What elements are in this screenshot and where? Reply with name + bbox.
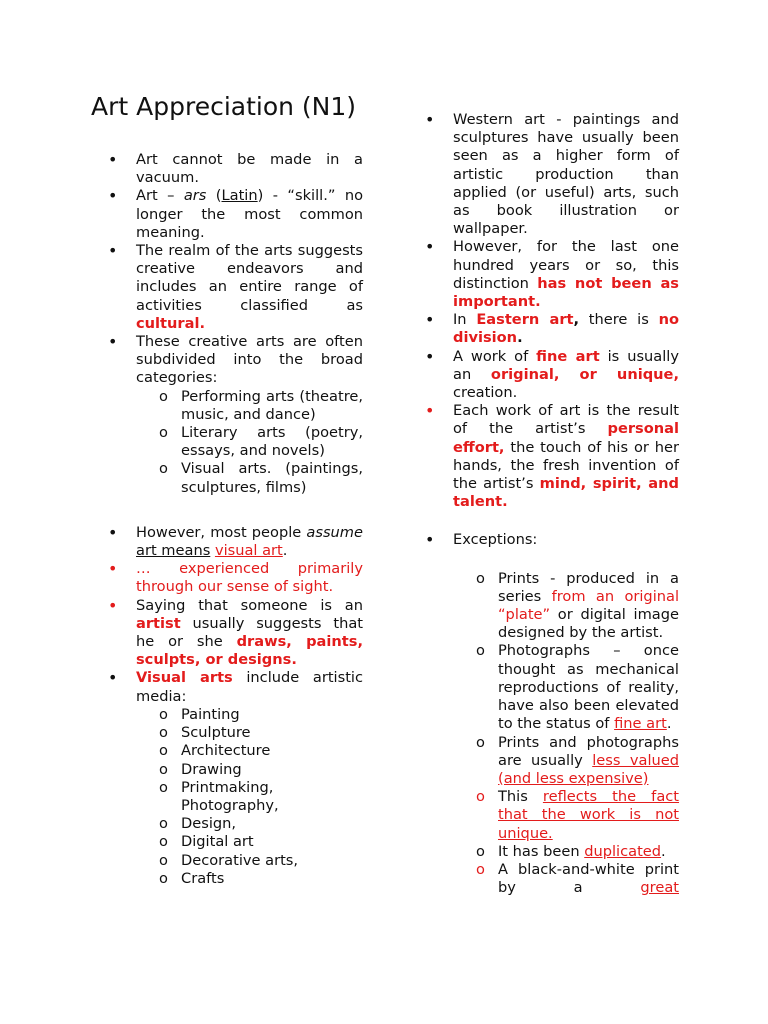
list-item: • … experienced primarily through our sense of sight. — [107, 560, 363, 596]
list-item: • However, most people assume art means visual art. — [107, 524, 363, 560]
list-item: o Design, — [136, 815, 363, 833]
list-item: o Digital art — [136, 833, 363, 851]
right-bullet-list — [424, 111, 679, 511]
list-item: • Western art - paintings and sculptures have usually been seen as a higher form of artistic production than applied (or useful) arts, such as book illustration or wallpaper. — [424, 111, 679, 238]
left-bullet-list — [107, 151, 363, 497]
list-item: • Art – ars (Latin) - “skill.” no longer the most common meaning. — [107, 187, 363, 242]
list-item: o Literary arts (poetry, essays, and novels) — [136, 424, 363, 460]
categories-list — [136, 388, 363, 497]
list-item: o Printmaking, Photography, — [136, 779, 281, 815]
list-item: o Photographs – once thought as mechanical reproductions of reality, have also been elevated to the status of fine art. — [453, 642, 679, 733]
list-item: • However, for the last one hundred years or so, this distinction has not been as important. — [424, 238, 679, 311]
list-item: • Art cannot be made in a vacuum. — [107, 151, 363, 187]
list-item — [424, 531, 679, 897]
page-title: Art Appreciation (N1) — [91, 92, 357, 121]
latin-link: Latin — [221, 187, 258, 205]
right-column — [424, 111, 679, 897]
list-item: o This reflects the fact that the work is not unique. — [453, 788, 679, 843]
list-item: • In Eastern art, there is no division. — [424, 311, 679, 347]
list-item: • A work of fine art is usually an original, or unique, creation. — [424, 348, 679, 403]
list-item: o Visual arts. (paintings, sculptures, films) — [136, 460, 363, 496]
list-item: o Sculpture — [136, 724, 363, 742]
list-item: • These creative arts are often subdivided into the broad categories: o Performing arts (theatre, music, and dance) o Literary arts (poetry, essays, and novels) o Visual arts. (paintings, sculptures, films) — [107, 333, 363, 497]
media-list — [136, 706, 363, 888]
exceptions-heading: Exceptions: — [453, 531, 538, 549]
list-item: • Each work of art is the result of the artist’s personal effort, the touch of his or her hands, the fresh invention of the artist’s mind, spirit, and talent. — [424, 402, 679, 511]
exceptions-sublist — [453, 570, 679, 898]
list-item: o Painting — [136, 706, 363, 724]
list-item: • Visual arts include artistic media: o Painting o Sculpture o Architecture o Drawing o Printmaking, Photography, o Design, o Digital art o Decorative arts, o Crafts — [107, 669, 363, 887]
exceptions-list — [424, 531, 679, 897]
list-item: o It has been duplicated. — [453, 843, 679, 861]
list-item: o Prints - produced in a series from an original “plate” or digital image designed by the artist. — [453, 570, 679, 643]
list-item: o A black-and-white print by a great — [453, 861, 679, 897]
left-column — [107, 151, 363, 888]
list-item: o Decorative arts, — [136, 852, 363, 870]
list-item: o Prints and photographs are usually less valued (and less expensive) — [453, 734, 679, 789]
list-item: • The realm of the arts suggests creative endeavors and includes an entire range of activities classified as cultural. — [107, 242, 363, 333]
list-item: o Crafts — [136, 870, 363, 888]
list-item: • Saying that someone is an artist usually suggests that he or she draws, paints, sculpts, or designs. — [107, 597, 363, 670]
left-bullet-list-2 — [107, 524, 363, 888]
list-item: o Architecture — [136, 742, 363, 760]
list-item: o Performing arts (theatre, music, and dance) — [136, 388, 363, 424]
list-item: o Drawing — [136, 761, 363, 779]
